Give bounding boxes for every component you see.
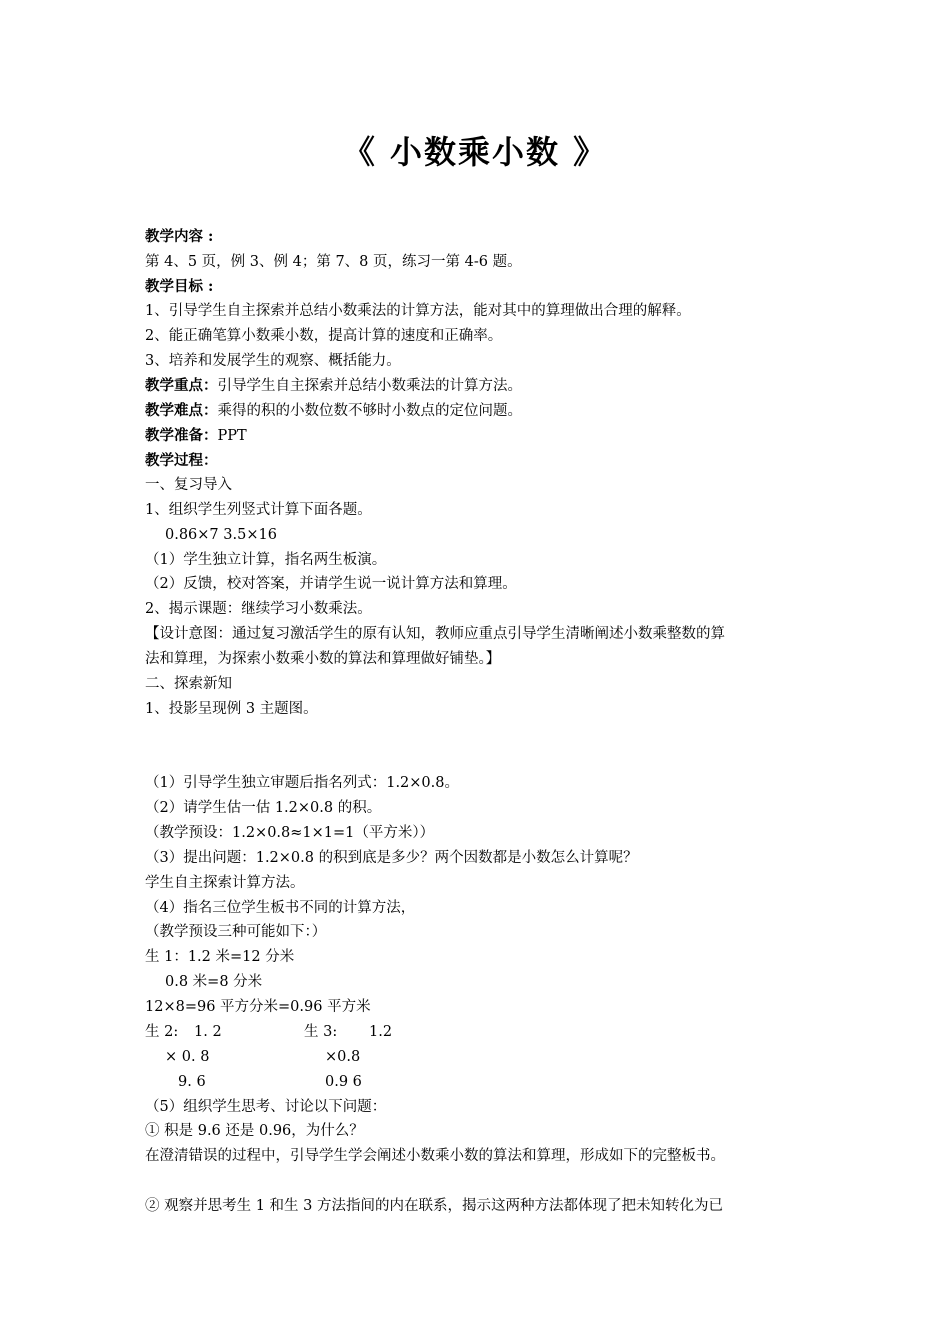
question-5: （5）组织学生思考、讨论以下问题： [145,1099,387,1115]
question-3-note: 学生自主探索计算方法。 [145,875,305,891]
question-5-explanation: 在澄清错误的过程中，引导学生学会阐述小数乘小数的算法和算理，形成如下的完整板书。 [145,1148,725,1164]
section-1-step-b: （2）反馈，校对答案，并请学生说一说计算方法和算理。 [145,576,517,592]
review-expressions: 0.86×7 3.5×16 [165,527,277,543]
student-1-line-2: 0.8 米=8 分米 [165,974,263,990]
difficulty [145,401,522,421]
student-3-label: 生 3: [304,1024,338,1040]
key-point [145,376,522,396]
design-intent-line-2: 法和算理，为探索小数乘小数的算法和算理做好铺垫。】 [145,651,501,667]
difficulty-label: 教学难点： [145,402,218,419]
preparation-text: PPT [217,428,247,444]
section-1-item-2: 2、揭示课题：继续学习小数乘法。 [145,601,372,617]
student-3-multiplier: ×0.8 [325,1049,361,1065]
student-3-product: 0.9 6 [325,1074,362,1090]
goal-1: 1、引导学生自主探索并总结小数乘法的计算方法，能对其中的算理做出合理的解释。 [145,303,691,319]
goal-3: 3、培养和发展学生的观察、概括能力。 [145,353,401,369]
design-intent-line-1: 【设计意图：通过复习激活学生的原有认知，教师应重点引导学生清晰阐述小数乘整数的算 [145,626,725,642]
question-2: （2）请学生估一估 1.2×0.8 的积。 [145,800,382,816]
student-2-label: 生 2: [145,1024,179,1040]
question-2-preset: （教学预设：1.2×0.8≈1×1=1（平方米）） [145,825,435,841]
student-1-line-1: 生 1：1.2 米=12 分米 [145,949,295,965]
question-5-item-2: ② 观察并思考生 1 和生 3 方法指间的内在联系，揭示这两种方法都体现了把未知转化为已 [145,1198,723,1214]
student-3-multiplicand: 1.2 [369,1024,393,1040]
question-1: （1）引导学生独立审题后指名列式：1.2×0.8。 [145,775,459,791]
question-3: （3）提出问题：1.2×0.8 的积到底是多少？两个因数都是小数怎么计算呢？ [145,850,638,866]
student-1-line-3: 12×8=96 平方分米=0.96 平方米 [145,999,371,1015]
section-2-heading: 二、探索新知 [145,676,232,692]
preparation [145,426,247,446]
page-title: 《 小数乘小数 》 [342,133,608,171]
section-2-item-1: 1、投影呈现例 3 主题图。 [145,701,318,717]
difficulty-text: 乘得的积的小数位数不够时小数点的定位问题。 [217,403,522,419]
content-text: 第 4、5 页，例 3、例 4；第 7、8 页，练习一第 4-6 题。 [145,254,522,270]
key-point-label: 教学重点： [145,377,218,394]
student-2-multiplicand: 1. 2 [194,1024,222,1040]
section-1-item-1: 1、组织学生列竖式计算下面各题。 [145,502,372,518]
student-2-multiplier: × 0. 8 [165,1049,210,1065]
key-point-text: 引导学生自主探索并总结小数乘法的计算方法。 [217,378,522,394]
section-1-step-a: （1）学生独立计算，指名两生板演。 [145,552,387,568]
section-1-heading: 一、复习导入 [145,477,232,493]
process-label: 教学过程： [145,452,218,469]
question-4-preset: （教学预设三种可能如下：） [145,924,327,940]
goal-2: 2、能正确笔算小数乘小数，提高计算的速度和正确率。 [145,328,503,344]
content-label: 教学内容 : [145,228,214,245]
student-2-product: 9. 6 [178,1074,206,1090]
question-5-item-1: ① 积是 9.6 还是 0.96，为什么？ [145,1123,364,1139]
goals-label: 教学目标 : [145,278,214,295]
preparation-label: 教学准备： [145,427,218,444]
question-4: （4）指名三位学生板书不同的计算方法， [145,900,416,916]
